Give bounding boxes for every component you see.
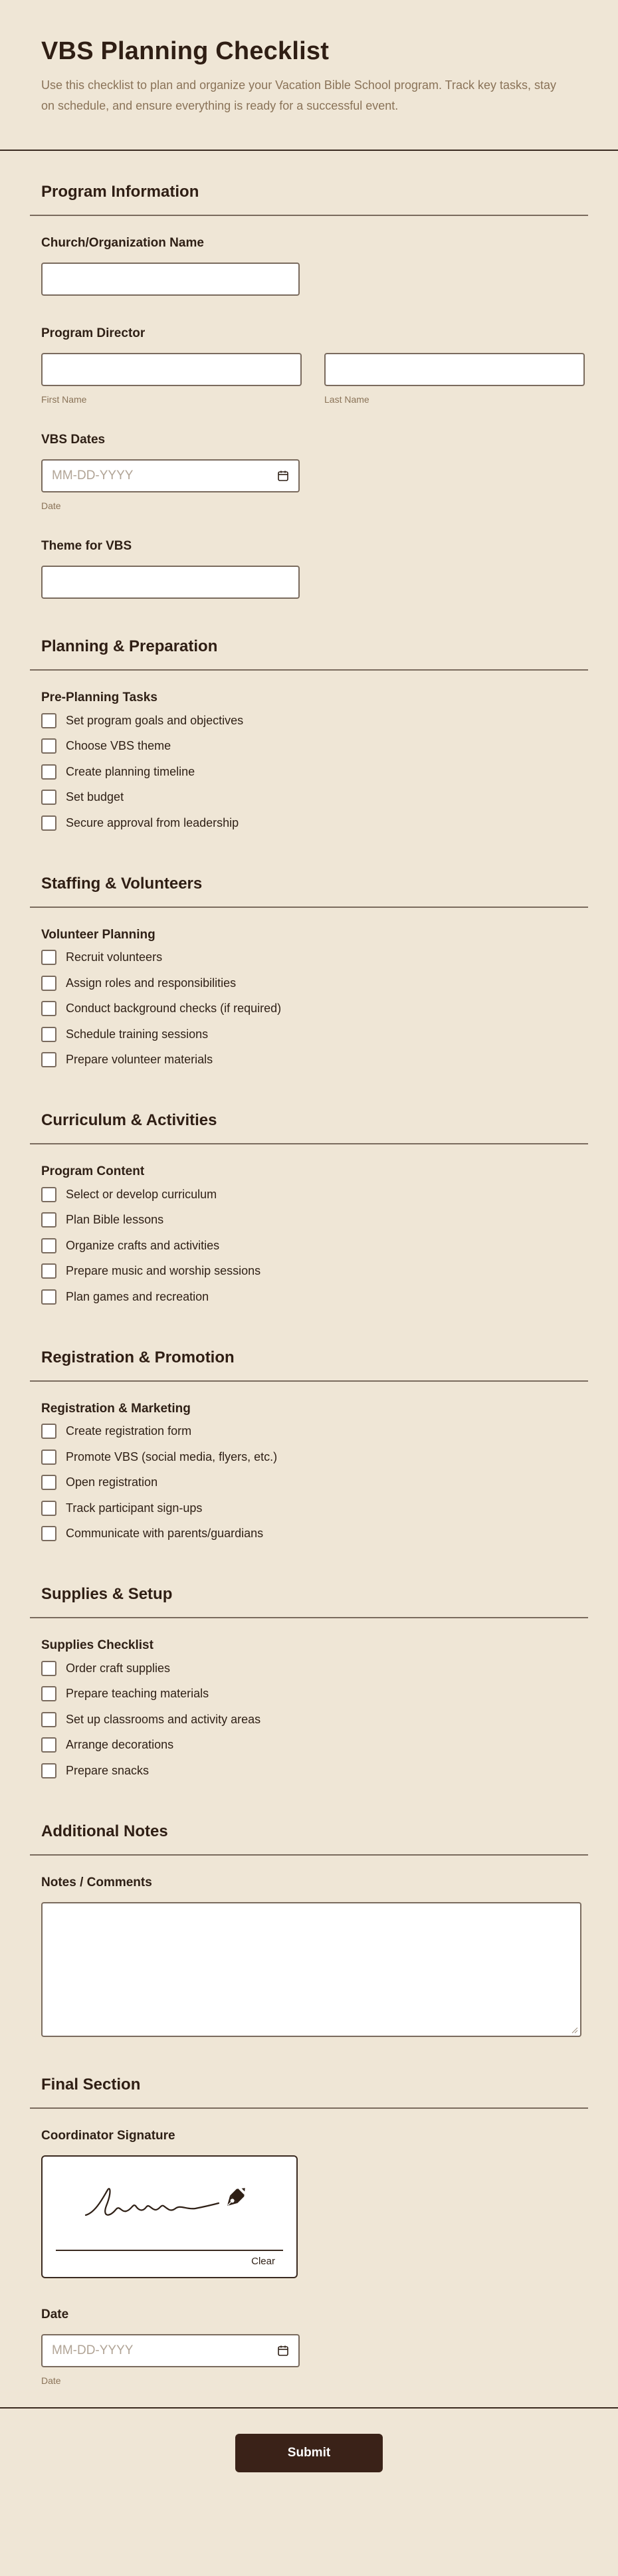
checklist-item[interactable] — [41, 759, 577, 785]
checkbox[interactable] — [41, 976, 56, 991]
last-name-input[interactable] — [324, 353, 585, 386]
checklist-item[interactable] — [41, 1047, 577, 1073]
checklist-item[interactable] — [41, 785, 577, 811]
section-title: Additional Notes — [30, 1784, 588, 1856]
section-title: Planning & Preparation — [30, 599, 588, 671]
registration-subhead: Registration & Marketing — [41, 1401, 191, 1416]
director-label: Program Director — [41, 326, 146, 340]
theme-label: Theme for VBS — [41, 539, 132, 553]
signature-clear-button[interactable]: Clear — [251, 2255, 275, 2267]
checkbox[interactable] — [41, 1001, 56, 1016]
checklist-item[interactable] — [41, 1758, 577, 1784]
checklist-item-label: Organize crafts and activities — [66, 1238, 220, 1252]
dates-input[interactable] — [41, 459, 300, 492]
section-title: Curriculum & Activities — [30, 1073, 588, 1144]
church-input[interactable] — [41, 263, 300, 296]
section-title: Program Information — [30, 151, 588, 216]
checkbox[interactable] — [41, 1052, 56, 1067]
supplies-checklist — [30, 1618, 588, 1784]
checklist-item-label: Plan games and recreation — [66, 1289, 209, 1303]
final-date-input[interactable] — [41, 2334, 300, 2367]
dates-label: VBS Dates — [41, 433, 106, 447]
notes-field — [30, 1856, 588, 2037]
calendar-icon[interactable] — [277, 470, 289, 482]
theme-field — [30, 511, 588, 599]
checklist-item-label: Open registration — [66, 1475, 158, 1489]
form-header — [0, 0, 618, 151]
checklist-item[interactable] — [41, 1182, 577, 1208]
signature-label: Coordinator Signature — [41, 2128, 175, 2143]
section-program-information — [0, 151, 618, 599]
dates-sublabel: Date — [41, 500, 61, 511]
section-planning — [0, 599, 618, 836]
curriculum-checklist — [30, 1144, 588, 1310]
theme-input[interactable] — [41, 566, 300, 599]
checklist-item[interactable] — [41, 1444, 577, 1470]
checkbox[interactable] — [41, 1424, 56, 1439]
registration-checklist — [30, 1382, 588, 1547]
checklist-item-label: Create planning timeline — [66, 764, 195, 778]
checkbox[interactable] — [41, 815, 56, 831]
signature-scribble-icon — [82, 2183, 222, 2223]
dates-placeholder: MM-DD-YYYY — [52, 469, 134, 483]
director-field — [30, 296, 588, 405]
signature-field — [30, 2109, 588, 2278]
submit-button[interactable]: Submit — [235, 2434, 383, 2472]
final-date-label: Date — [41, 2307, 69, 2321]
checklist-item[interactable] — [41, 734, 577, 760]
checklist-item[interactable] — [41, 708, 577, 734]
checklist-item-label: Schedule training sessions — [66, 1027, 209, 1041]
checkbox[interactable] — [41, 1238, 56, 1253]
form-description: Use this checklist to plan and organize your Vacation Bible School program. Track key tasks, stay on schedule, and ensure everything is ready for a successful event. — [41, 78, 557, 112]
checklist-item-label: Select or develop curriculum — [66, 1187, 217, 1201]
first-name-input[interactable] — [41, 353, 302, 386]
checkbox[interactable] — [41, 738, 56, 754]
section-title: Registration & Promotion — [30, 1310, 588, 1382]
final-date-sublabel: Date — [41, 2375, 61, 2386]
checklist-item-label: Arrange decorations — [66, 1738, 174, 1752]
checkbox[interactable] — [41, 713, 56, 728]
checklist-item[interactable] — [41, 1259, 577, 1285]
dates-field — [30, 405, 588, 511]
checklist-item-label: Prepare snacks — [66, 1763, 150, 1777]
first-name-col — [41, 353, 302, 405]
checkbox[interactable] — [41, 1475, 56, 1490]
checkbox[interactable] — [41, 1027, 56, 1042]
checklist-item-label: Create registration form — [66, 1424, 192, 1438]
checklist-item-label: Set up classrooms and activity areas — [66, 1712, 261, 1726]
checklist-item-label: Communicate with parents/guardians — [66, 1527, 264, 1541]
checklist-item[interactable] — [41, 1470, 577, 1496]
checklist-item-label: Order craft supplies — [66, 1661, 171, 1675]
checklist-item-label: Promote VBS (social media, flyers, etc.) — [66, 1449, 278, 1463]
checkbox[interactable] — [41, 764, 56, 780]
checkbox[interactable] — [41, 950, 56, 965]
checklist-item-label: Prepare music and worship sessions — [66, 1264, 261, 1278]
checkbox[interactable] — [41, 1449, 56, 1465]
first-name-sublabel: First Name — [41, 394, 87, 405]
checklist-item[interactable] — [41, 970, 577, 996]
calendar-icon[interactable] — [277, 2345, 289, 2357]
notes-textarea[interactable] — [41, 1902, 581, 2037]
section-staffing — [0, 836, 618, 1073]
checkbox[interactable] — [41, 1187, 56, 1202]
checkbox[interactable] — [41, 1212, 56, 1228]
checklist-item[interactable] — [41, 1495, 577, 1521]
checkbox[interactable] — [41, 1712, 56, 1727]
signature-pad[interactable] — [41, 2155, 298, 2278]
checkbox[interactable] — [41, 1763, 56, 1778]
planning-subhead: Pre-Planning Tasks — [41, 691, 157, 704]
checklist-item-label: Plan Bible lessons — [66, 1213, 164, 1227]
pen-icon — [222, 2182, 251, 2211]
checklist-item-label: Set program goals and objectives — [66, 713, 244, 727]
form-title: VBS Planning Checklist — [41, 37, 330, 65]
section-notes — [0, 1784, 618, 2037]
notes-label: Notes / Comments — [41, 1875, 152, 1889]
checklist-item[interactable] — [41, 1733, 577, 1759]
curriculum-subhead: Program Content — [41, 1164, 145, 1178]
checklist-item[interactable] — [41, 1233, 577, 1259]
last-name-col — [324, 353, 585, 405]
checklist-item-label: Secure approval from leadership — [66, 815, 239, 829]
resize-grip-icon[interactable] — [570, 2026, 578, 2034]
form-footer — [0, 2407, 618, 2508]
checklist-item[interactable] — [41, 945, 577, 971]
checklist-item[interactable] — [41, 810, 577, 836]
checkbox[interactable] — [41, 1526, 56, 1541]
checklist-item[interactable] — [41, 1681, 577, 1707]
section-curriculum — [0, 1073, 618, 1310]
checklist-item-label: Recruit volunteers — [66, 950, 163, 964]
checklist-item[interactable] — [41, 1208, 577, 1234]
final-date-placeholder: MM-DD-YYYY — [52, 2343, 134, 2357]
checklist-item[interactable] — [41, 1284, 577, 1310]
checklist-item-label: Track participant sign-ups — [66, 1501, 203, 1515]
staffing-checklist — [30, 908, 588, 1073]
checkbox[interactable] — [41, 1661, 56, 1676]
checklist-item-label: Choose VBS theme — [66, 739, 171, 753]
section-supplies — [0, 1547, 618, 1784]
final-date-field — [30, 2278, 588, 2386]
staffing-subhead: Volunteer Planning — [41, 927, 155, 942]
checklist-item[interactable] — [41, 1521, 577, 1547]
name-row — [41, 353, 577, 405]
last-name-sublabel: Last Name — [324, 394, 369, 405]
checkbox[interactable] — [41, 790, 56, 805]
section-final — [0, 2037, 618, 2386]
planning-checklist — [30, 671, 588, 836]
checklist-item[interactable] — [41, 1021, 577, 1047]
checklist-item[interactable] — [41, 996, 577, 1022]
checklist-item-label: Assign roles and responsibilities — [66, 976, 237, 990]
section-title: Final Section — [30, 2037, 588, 2109]
checkbox[interactable] — [41, 1737, 56, 1753]
church-label: Church/Organization Name — [41, 236, 204, 250]
section-title: Staffing & Volunteers — [30, 836, 588, 908]
checkbox[interactable] — [41, 1501, 56, 1516]
church-field — [30, 216, 588, 296]
checklist-item-label: Prepare volunteer materials — [66, 1053, 213, 1067]
checkbox[interactable] — [41, 1263, 56, 1279]
checklist-item-label: Conduct background checks (if required) — [66, 1002, 282, 1016]
checklist-item[interactable] — [41, 1656, 577, 1681]
checklist-item-label: Prepare teaching materials — [66, 1687, 209, 1701]
checkbox[interactable] — [41, 1289, 56, 1305]
checklist-item[interactable] — [41, 1707, 577, 1733]
supplies-subhead: Supplies Checklist — [41, 1638, 154, 1652]
checkbox[interactable] — [41, 1686, 56, 1701]
section-title: Supplies & Setup — [30, 1547, 588, 1618]
section-registration — [0, 1310, 618, 1547]
checklist-item-label: Set budget — [66, 790, 124, 804]
signature-baseline — [56, 2250, 283, 2251]
checklist-item[interactable] — [41, 1419, 577, 1445]
